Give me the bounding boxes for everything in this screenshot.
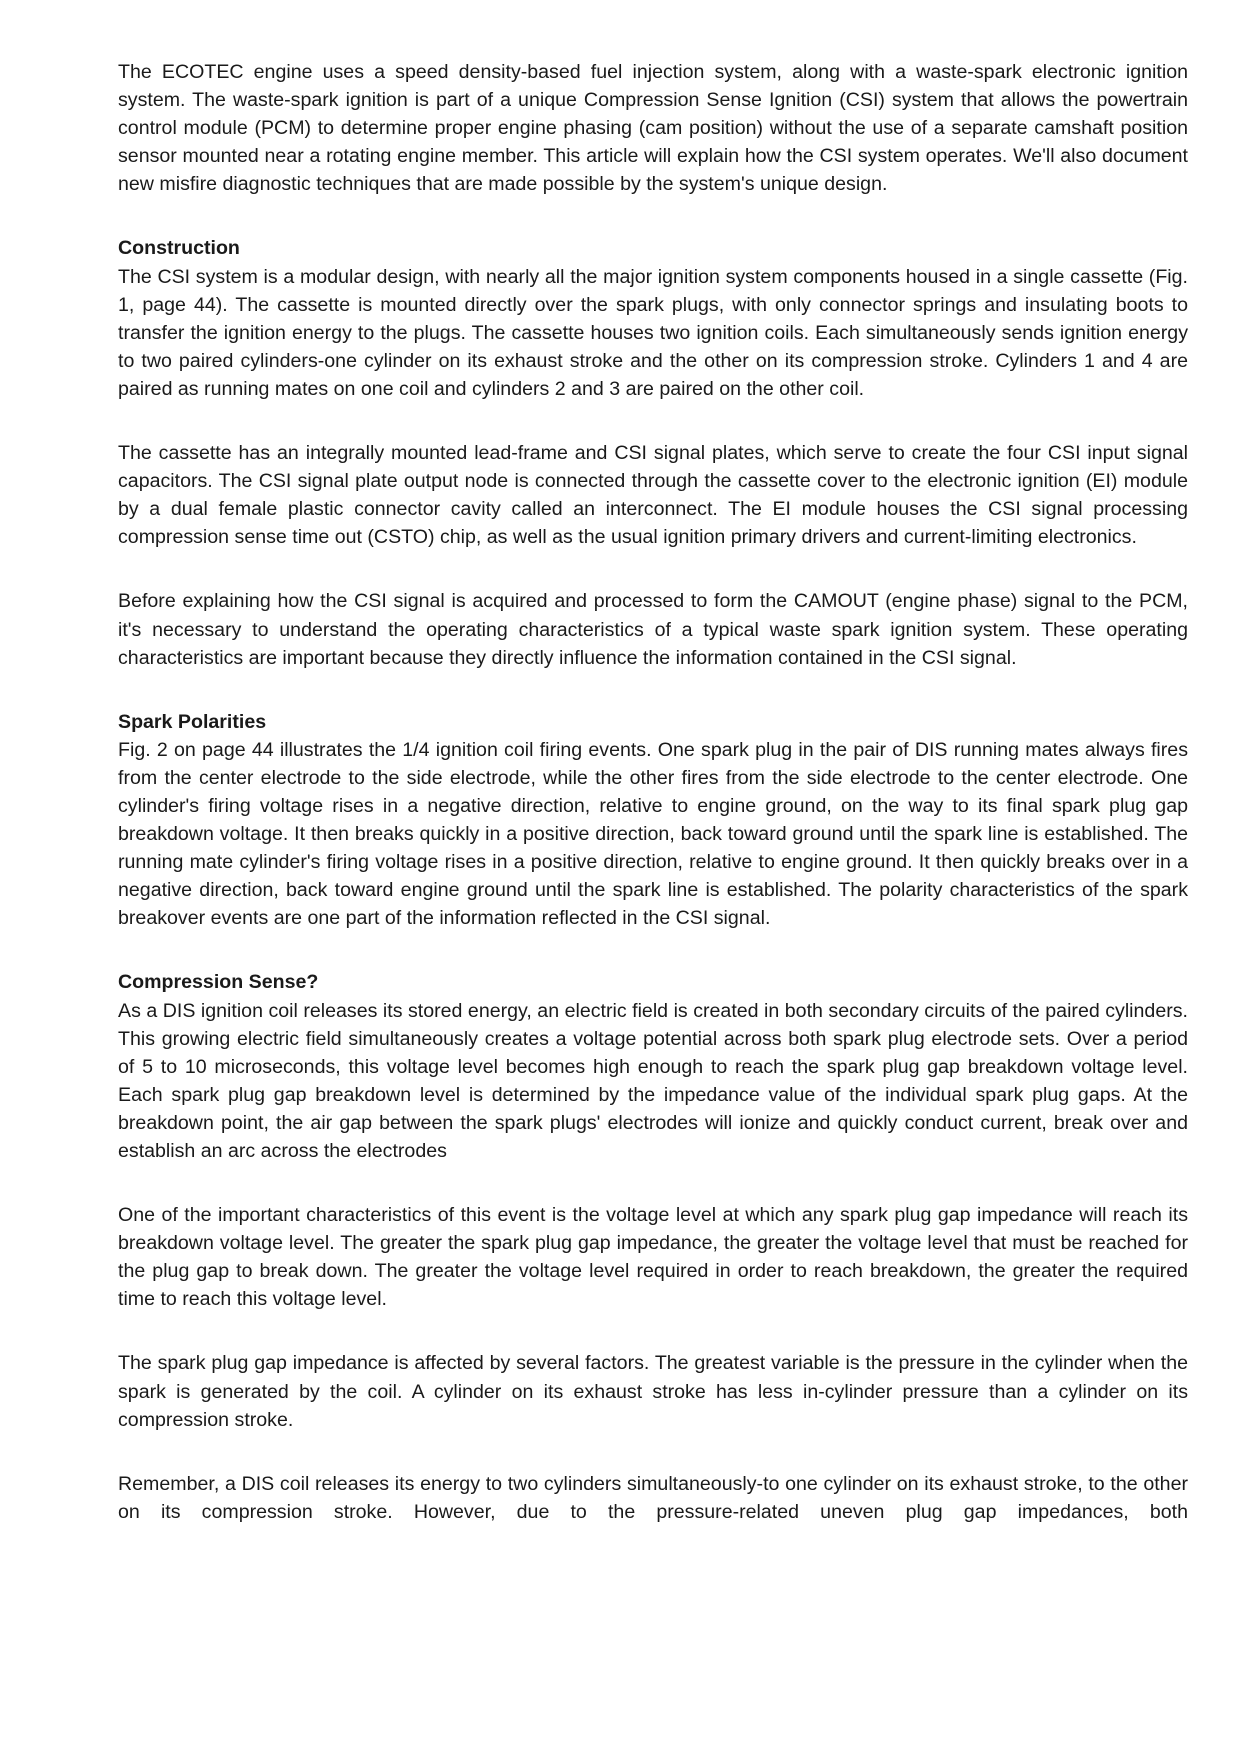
construction-paragraph-1: The CSI system is a modular design, with nearly all the major ignition system components housed in a single cassette (Fig. 1, page 44). The cassette is mounted directly over the spark plugs, with only connector springs and insulating boots to transfer the ignition energy to the plugs. The cassette houses two ignition coils. Each simultaneously sends ignition energy to two paired cylinders-one cylinder on its exhaust stroke and the other on its compression stroke. Cylinders 1 and 4 are paired as running mates on one coil and cylinders 2 and 3 are paired on the other coil. <box>118 265 1188 400</box>
spark-polarities-heading: Spark Polarities <box>118 710 267 733</box>
construction-paragraph-3: Before explaining how the CSI signal is acquired and processed to form the CAMOUT (engine phase) signal to the PCM, it's necessary to understand the operating characteristics of a typical waste spark ignition system. These operating characteristics are important because they directly influence the information contained in the CSI signal. <box>118 590 1188 669</box>
spark-polarities-paragraph: Fig. 2 on page 44 illustrates the 1/4 ignition coil firing events. One spark plug in the pair of DIS running mates always fires from the center electrode to the side electrode, while the other fires from the side electrode to the center electrode. One cylinder's firing voltage rises in a negative direction, relative to engine ground, on the way to its final spark plug gap breakdown voltage. It then breaks quickly in a positive direction, back toward ground until the spark line is established. The running mate cylinder's firing voltage rises in a positive direction, relative to engine ground. It then quickly breaks over in a negative direction, back toward engine ground until the spark line is established. The polarity characteristics of the spark breakover events are one part of the information reflected in the CSI signal. <box>118 738 1188 930</box>
compression-sense-paragraph-2: One of the important characteristics of this event is the voltage level at which any spark plug gap impedance will reach its breakdown voltage level. The greater the spark plug gap impedance, the greater the voltage level that must be reached for the plug gap to break down. The greater the voltage level required in order to reach breakdown, the greater the required time to reach this voltage level. <box>118 1204 1188 1311</box>
construction-heading: Construction <box>118 237 240 260</box>
compression-sense-heading: Compression Sense? <box>118 971 319 994</box>
compression-sense-paragraph-3: The spark plug gap impedance is affected by several factors. The greatest variable is the pressure in the cylinder when the spark is generated by the coil. A cylinder on its exhaust stroke has less in-cylinder pressure than a cylinder on its compression stroke. <box>118 1352 1188 1431</box>
intro-paragraph: The ECOTEC engine uses a speed density-based fuel injection system, along with a waste-spark electronic ignition system. The waste-spark ignition is part of a unique Compression Sense Ignition (CSI) system that allows the powertrain control module (PCM) to determine proper engine phasing (cam position) without the use of a separate camshaft position sensor mounted near a rotating engine member. This article will explain how the CSI system operates. We'll also document new misfire diagnostic techniques that are made possible by the system's unique design. <box>118 61 1188 196</box>
compression-sense-paragraph-4: Remember, a DIS coil releases its energy to two cylinders simultaneously-to one cylinder on its exhaust stroke, to the other on its compression stroke. However, due to the pressure-related uneven plug gap impedances, both <box>118 1472 1188 1523</box>
compression-sense-paragraph-1: As a DIS ignition coil releases its stored energy, an electric field is created in both secondary circuits of the paired cylinders. This growing electric field simultaneously creates a voltage potential across both spark plug electrode sets. Over a period of 5 to 10 microseconds, this voltage level becomes high enough to reach the spark plug gap breakdown voltage level. Each spark plug gap breakdown level is determined by the impedance value of the individual spark plug gaps. At the breakdown point, the air gap between the spark plugs' electrodes will ionize and quickly conduct current, break over and establish an arc across the electrodes <box>118 999 1188 1162</box>
construction-paragraph-2: The cassette has an integrally mounted lead-frame and CSI signal plates, which serve to create the four CSI input signal capacitors. The CSI signal plate output node is connected through the cassette cover to the electronic ignition (EI) module by a dual female plastic connector cavity called an interconnect. The EI module houses the CSI signal processing compression sense time out (CSTO) chip, as well as the usual ignition primary drivers and current-limiting electronics. <box>118 442 1188 549</box>
document-page <box>118 58 1188 1526</box>
